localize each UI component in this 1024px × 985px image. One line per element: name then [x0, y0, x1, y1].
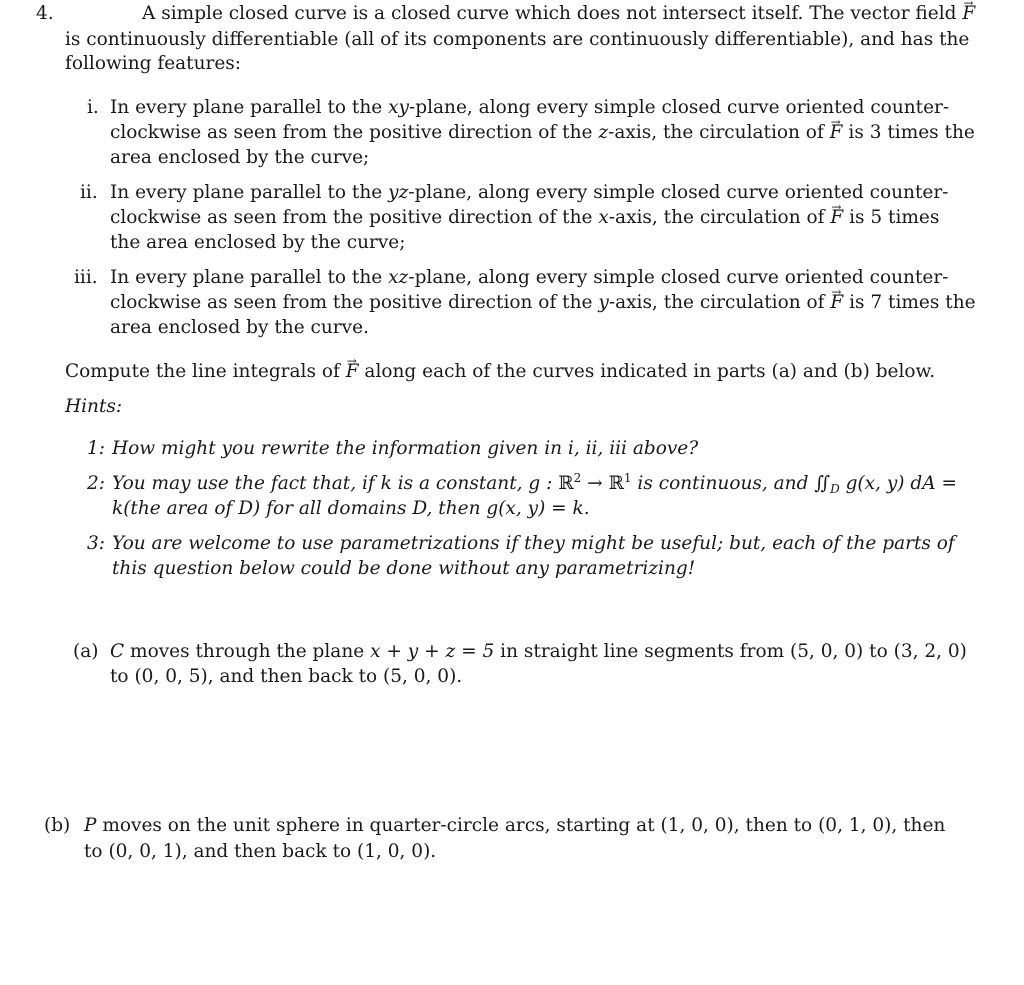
part-a-label: (a) — [73, 641, 99, 662]
vector-f: F → — [346, 360, 359, 384]
hint-3-number: 3: — [87, 533, 106, 554]
intro-line-1 — [142, 2, 975, 26]
intro-line-3: following features: — [65, 53, 242, 74]
feature-i-marker: i. — [87, 97, 99, 118]
vector-f: F → — [830, 291, 843, 315]
hints-label: Hints: — [65, 396, 123, 417]
feature-ii-marker: ii. — [80, 182, 98, 203]
hint-2-line-2: k(the area of D) for all domains D, then g(x, y) = k. — [112, 498, 590, 519]
feature-iii-line-3: area enclosed by the curve. — [110, 317, 369, 338]
feature-iii-line-1: In every plane parallel to the xz-plane, along every simple closed curve oriented counter- — [110, 267, 949, 288]
vector-f: F → — [962, 2, 975, 26]
feature-i-line-1: In every plane parallel to the xy-plane, along every simple closed curve oriented counter- — [110, 97, 950, 118]
part-b-line-1: P moves on the unit sphere in quarter-circle arcs, starting at (1, 0, 0), then to (0, 1, 0), then — [84, 815, 946, 836]
compute-instruction: Compute the line integrals of F → along each of the curves indicated in parts (a) and (b) below. — [65, 360, 935, 384]
feature-ii-line-1: In every plane parallel to the yz-plane, along every simple closed curve oriented counter- — [110, 182, 949, 203]
feature-iii-line-2: clockwise as seen from the positive direction of the y-axis, the circulation of F → is 7 times the — [110, 291, 976, 315]
hint-2-number: 2: — [87, 473, 106, 494]
hint-3-line-1: You are welcome to use parametrizations if they might be useful; but, each of the parts of — [112, 533, 955, 554]
hint-1-number: 1: — [87, 438, 106, 459]
feature-i-line-3: area enclosed by the curve; — [110, 147, 370, 168]
part-a-line-2: to (0, 0, 5), and then back to (5, 0, 0). — [110, 666, 463, 687]
feature-iii-marker: iii. — [74, 267, 98, 288]
part-a-line-1: C moves through the plane x + y + z = 5 in straight line segments from (5, 0, 0) to (3, 2, 0) — [110, 641, 967, 662]
hint-1-text: How might you rewrite the information given in i, ii, iii above? — [112, 438, 699, 459]
hint-2-line-1: You may use the fact that, if k is a constant, g : ℝ$^2$ → ℝ$^1$ is continuous, and $∬_D$ g(x, y) dA = — [112, 471, 957, 496]
intro-text-1: A simple closed curve is a closed curve which does not intersect itself. The vector field — [142, 3, 957, 24]
vector-f: F → — [830, 206, 843, 230]
hint-3-line-2: this question below could be done without any parametrizing! — [112, 558, 696, 579]
feature-ii-line-3: the area enclosed by the curve; — [110, 232, 406, 253]
problem-number: 4. — [36, 3, 54, 24]
feature-ii-line-2: clockwise as seen from the positive direction of the x-axis, the circulation of F → is 5 times — [110, 206, 939, 230]
vector-f: F → — [830, 121, 843, 145]
part-b-label: (b) — [44, 815, 71, 836]
intro-line-2: is continuously differentiable (all of its components are continuously differentiable), and has the — [65, 29, 970, 50]
feature-i-line-2: clockwise as seen from the positive direction of the z-axis, the circulation of F → is 3 times the — [110, 121, 975, 145]
part-b-line-2: to (0, 0, 1), and then back to (1, 0, 0). — [84, 841, 437, 862]
